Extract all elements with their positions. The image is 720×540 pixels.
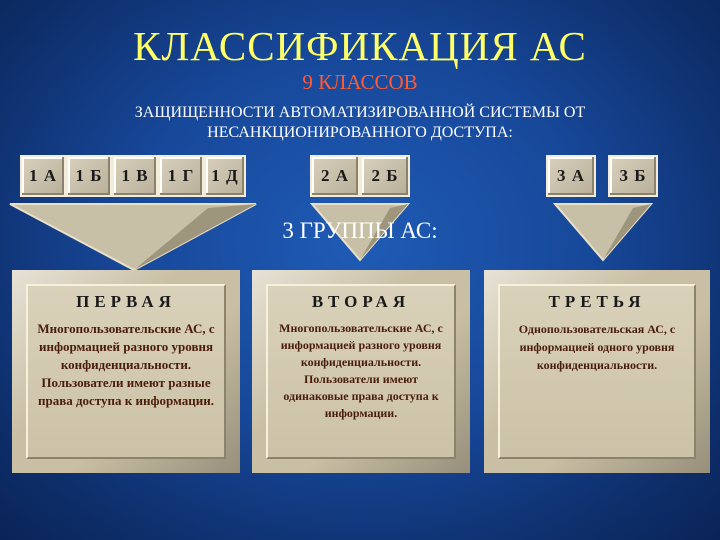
- panel-text-third: Однопользовательская АС, с информацией одного уровня конфиденциальности.: [518, 322, 676, 372]
- group-panel-second: [252, 270, 470, 473]
- description-line-1: ЗАЩИЩЕННОСТИ АВТОМАТИЗИРОВАННОЙ СИСТЕМЫ ОТ: [134, 104, 586, 121]
- page-title: КЛАССИФИКАЦИЯ АС: [133, 23, 587, 69]
- panel-title-third: ТРЕТЬЯ: [548, 292, 646, 311]
- class-box-1d: 1 Д: [204, 155, 246, 197]
- class-box-3a: 3 А: [546, 155, 596, 197]
- panel-text-first: Многопользовательские АС, с информацией разного уровня конфиденциальности. Пользователи имеют разные права доступа к информации.: [37, 321, 215, 408]
- class-box-1v: 1 В: [112, 155, 158, 197]
- class-box-1b: 1 Б: [66, 155, 112, 197]
- subtitle: 9 КЛАССОВ: [302, 70, 418, 94]
- panel-title-second: ВТОРАЯ: [311, 292, 411, 311]
- class-box-1a: 1 А: [20, 155, 66, 197]
- class-box-2b: 2 Б: [360, 155, 410, 197]
- panel-title-first: ПЕРВАЯ: [76, 292, 176, 311]
- group-panel-first: [12, 270, 240, 473]
- class-box-1g: 1 Г: [158, 155, 204, 197]
- description: [0, 103, 720, 143]
- groups-label: 3 ГРУППЫ АС:: [282, 218, 438, 243]
- class-box-3b: 3 Б: [608, 155, 658, 197]
- group-panel-third: [484, 270, 710, 473]
- class-box-2a: 2 А: [310, 155, 360, 197]
- description-line-2: НЕСАНКЦИОНИРОВАННОГО ДОСТУПА:: [207, 124, 513, 141]
- panel-text-second: Многопользовательские АС, с информацией разного уровня конфиденциальности. Пользователи имеют одинаковые права доступа к информации.: [279, 321, 443, 420]
